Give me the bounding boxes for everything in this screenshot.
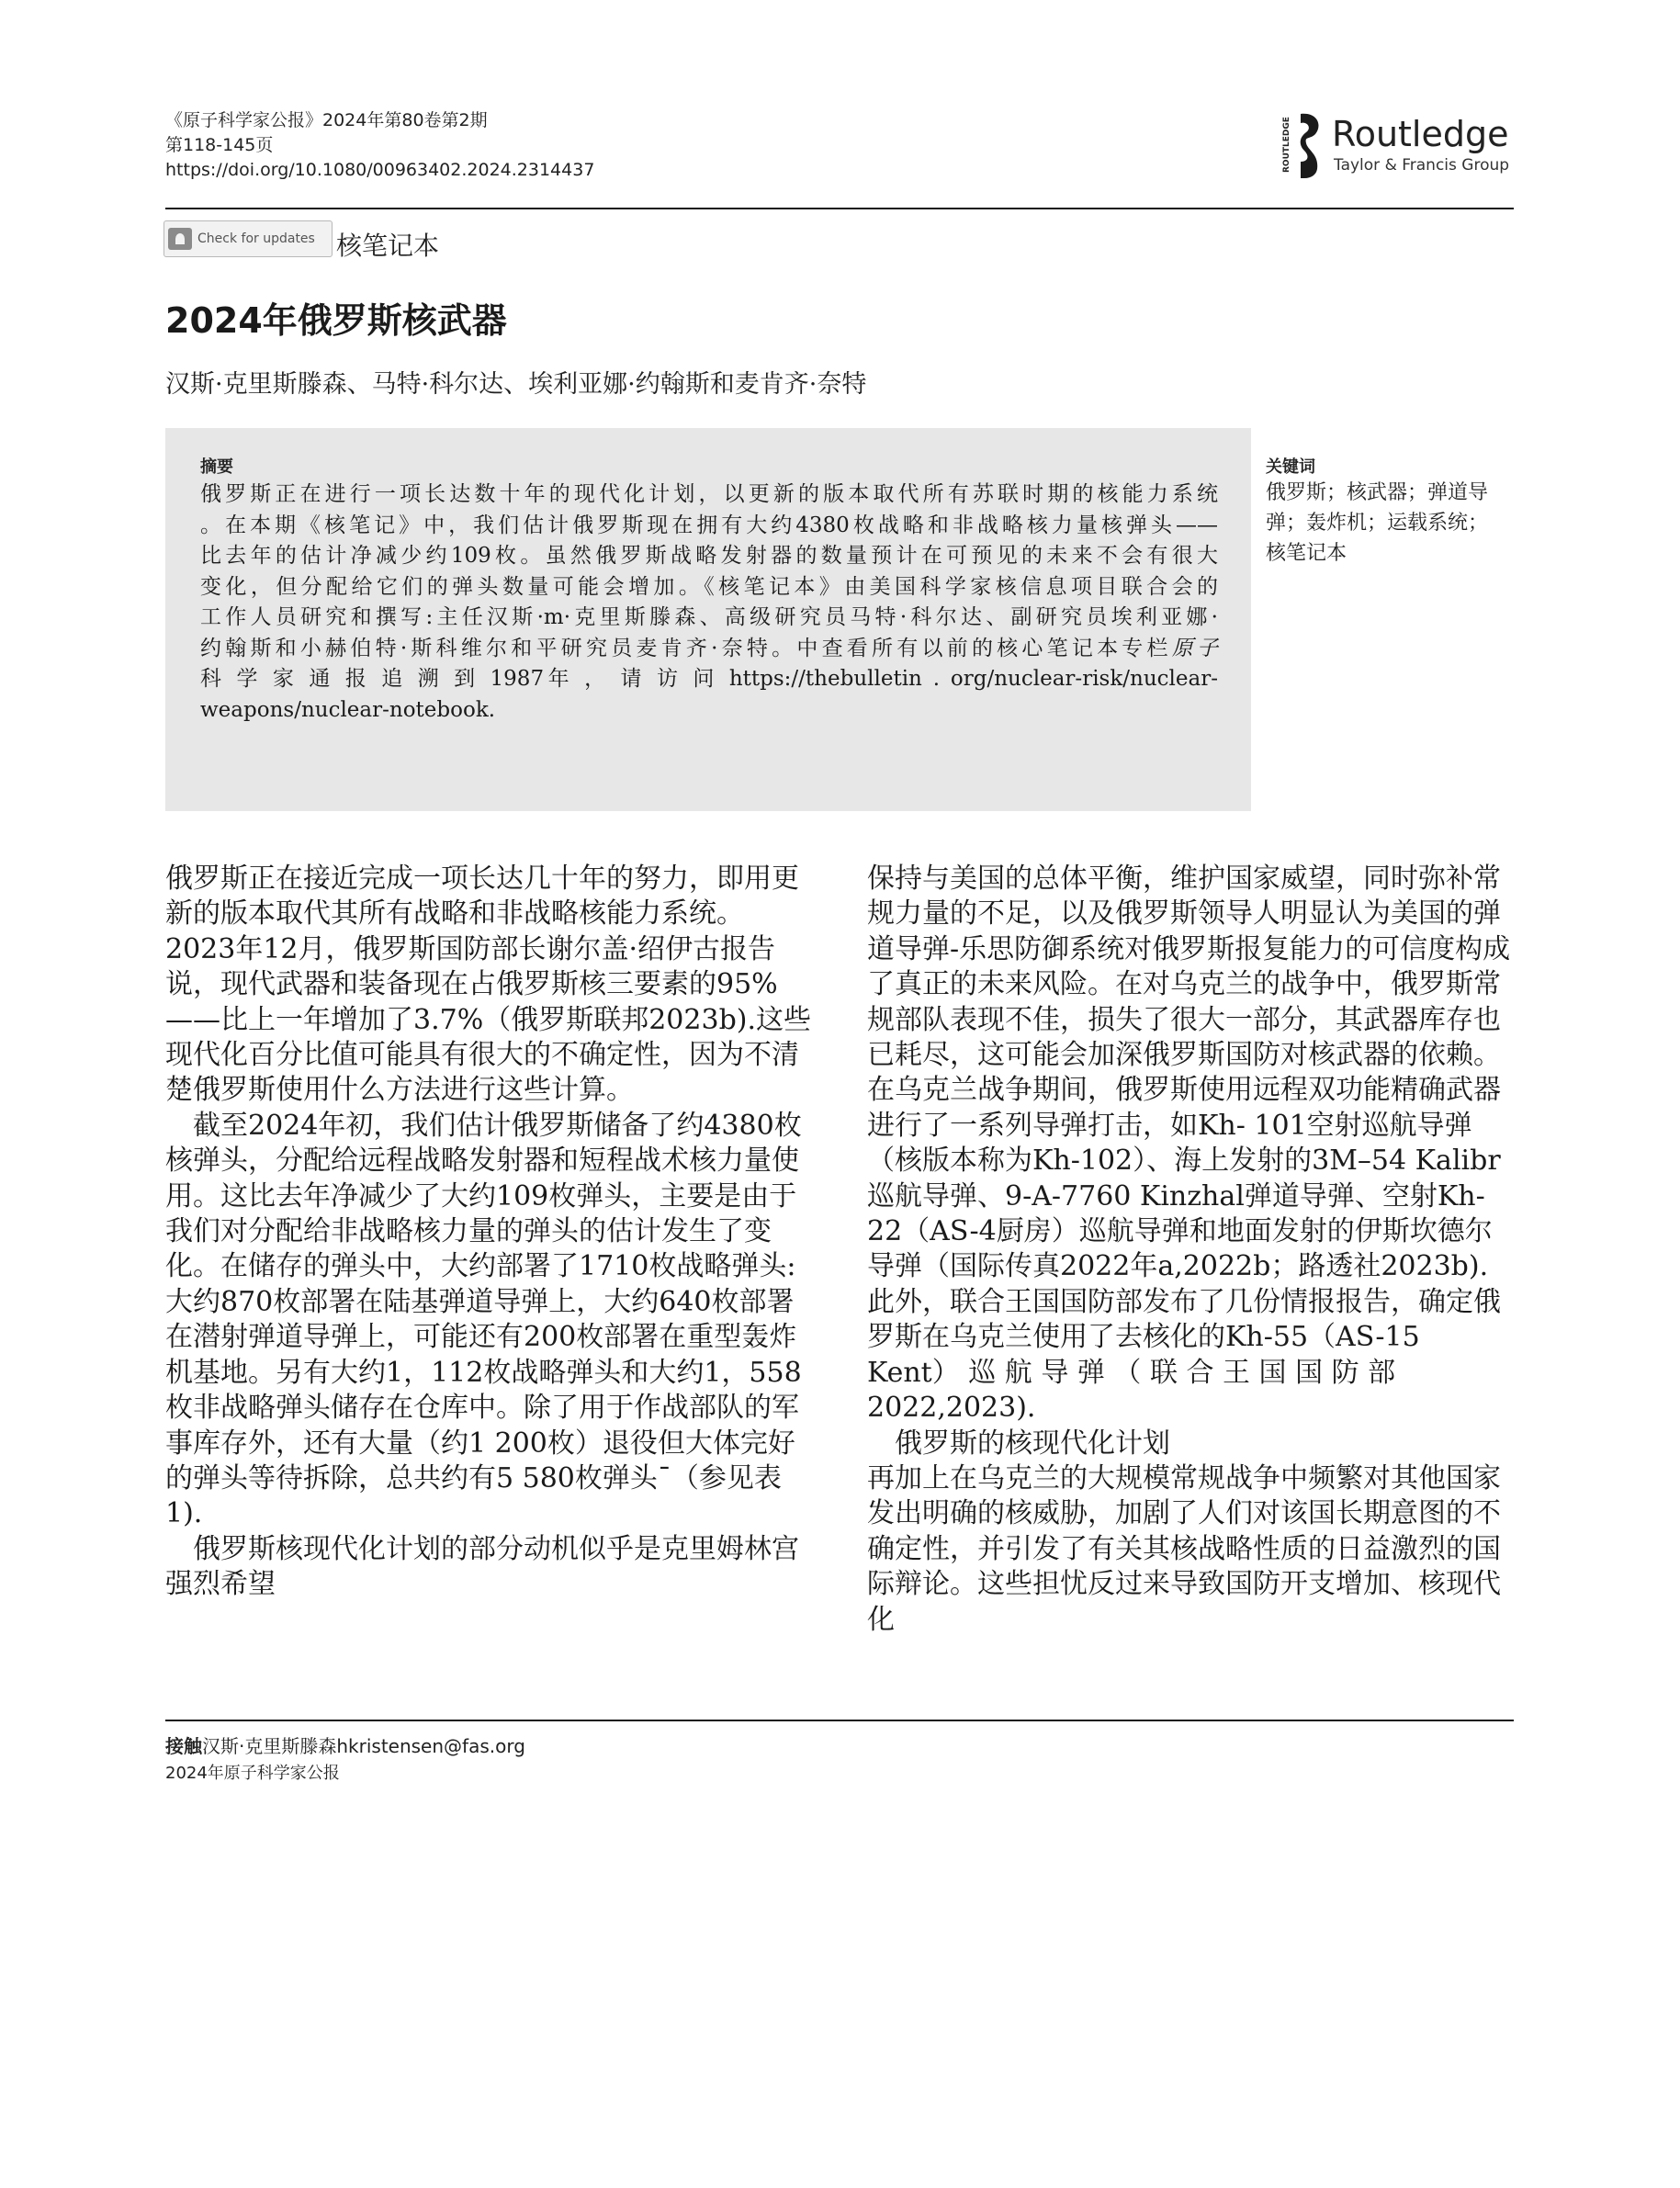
publisher-logo (1277, 108, 1516, 182)
abstract-line: 俄罗斯正在进行一项长达数十年的现代化计划，以更新的版本取代所有苏联时期的核能力系统 (200, 482, 1218, 506)
left-column (165, 862, 817, 1603)
page-range: 第118-145页 (165, 135, 274, 155)
author-list: 汉斯·克里斯滕森、马特·科尔达、埃利亚娜·约翰斯和麦肯齐·奈特 (165, 370, 867, 399)
right-column (867, 862, 1516, 1638)
abstract-line-url[interactable]: 科 学 家 通 报 追 溯 到 1987年 ， 请 访 问 https://thebulletin . org/nuclear-risk/nuclear- (200, 667, 1218, 691)
check-for-updates-button[interactable] (163, 220, 333, 257)
abstract-line-text: 约翰斯和小赫伯特·斯科维尔和平研究员麦肯齐·奈特。中查看所有以前的核心笔记本专栏 (200, 636, 1172, 660)
check-for-updates-label: Check for updates (197, 231, 315, 246)
abstract-text (200, 479, 1218, 726)
publisher-subtitle: Taylor & Francis Group (1334, 156, 1510, 175)
copyright-line: 2024年原子科学家公报 (165, 1764, 340, 1783)
body-paragraph: 俄罗斯核现代化计划的部分动机似乎是克里姆林宫强烈希望 (165, 1532, 799, 1601)
body-paragraph: 再加上在乌克兰的大规模常规战争中频繁对其他国家发出明确的核威胁，加剧了人们对该国长期意图的不确定性，并引发了有关其核战略性质的日益激烈的国际辩论。这些担忧反过来导致国防开支增加、核现代化 (867, 1461, 1501, 1636)
abstract-heading: 摘要 (200, 457, 233, 477)
body-paragraph: 截至2024年初，我们估计俄罗斯储备了约4380枚核弹头，分配给远程战略发射器和短程战术核力量使用。这比去年净减少了大约109枚弹头，主要是由于我们对分配给非战略核力量的弹头的估计发生了变化。在储存的弹头中，大约部署了1710枚战略弹头:大约870枚部署在陆基弹道导弹上，大约640枚部署在潜射弹道导弹上，可能还有200枚部署在重型轰炸机基地。另有大约1，112枚战略弹头和大约1，558枚非战略弹头储存在仓库中。除了用于作战部队的军事库存外，还有大量（约1 200枚）退役但大体完好的弹头等待拆除，总共约有5 580枚弹头¯（参见表1). (165, 1109, 802, 1530)
keywords-list: 俄罗斯；核武器；弹道导弹；轰炸机；运载系统；核笔记本 (1266, 481, 1489, 565)
journal-citation: 《原子科学家公报》2024年第80卷第2期 (165, 110, 488, 130)
bookmark-icon (168, 228, 192, 250)
abstract-line: 。在本期《核笔记》中，我们估计俄罗斯现在拥有大约4380枚战略和非战略核力量核弹头—— (200, 513, 1218, 537)
doi-link[interactable]: https://doi.org/10.1080/00963402.2024.2314437 (165, 160, 595, 180)
contact-email[interactable]: 汉斯·克里斯滕森hkristensen@fas.org (202, 1735, 525, 1757)
abstract-line: 变化，但分配给它们的弹头数量可能会增加。《核笔记本》由美国科学家核信息项目联合会的 (200, 574, 1218, 599)
footer-divider (165, 1720, 1514, 1721)
routledge-logo-icon (1277, 108, 1328, 180)
keywords-heading: 关键词 (1266, 457, 1315, 477)
abstract-line (200, 634, 1218, 665)
body-paragraph: 保持与美国的总体平衡，维护国家威望，同时弥补常规力量的不足，以及俄罗斯领导人明显认为美国的弹道导弹-乐思防御系统对俄罗斯报复能力的可信度构成了真正的未来风险。在对乌克兰的战争中，俄罗斯常规部队表现不佳，损失了很大一部分，其武器库存也已耗尽，这可能会加深俄罗斯国防对核武器的依赖。在乌克兰战争期间，俄罗斯使用远程双功能精确武器进行了一系列导弹打击，如Kh- 101空射巡航导弹（核版本称为Kh-102）、海上发射的3M–54 Kalibr巡航导弹、9-A-7760 Kinzhal弹道导弹、空射Kh-22（AS-4厨房）巡航导弹和地面发射的伊斯坎德尔导弹（国际传真2022年a,2022b；路透社2023b).此外，联合王国国防部发布了几份情报报告，确定俄罗斯在乌克兰使用了去核化的Kh-55（AS-15 Kent） 巡 航 导 弹 （ 联 合 王 国 国 防 部 2022,2023). (867, 863, 1511, 1425)
section-subheading: 俄罗斯的核现代化计划 (895, 1427, 1170, 1460)
contact-label: 接触 (165, 1735, 202, 1757)
header-divider (165, 208, 1514, 209)
journal-name-italic: 原子 (1171, 636, 1219, 660)
journal-info (165, 108, 594, 183)
abstract-line: 工作人员研究和撰写:主任汉斯·m·克里斯滕森、高级研究员马特·科尔达、副研究员埃利亚娜· (200, 605, 1218, 629)
svg-text:ROUTLEDGE: ROUTLEDGE (1282, 117, 1291, 173)
abstract-line: 比去年的估计净减少约109枚。虽然俄罗斯战略发射器的数量预计在可预见的未来不会有很大 (200, 544, 1218, 568)
abstract-line-url-end[interactable]: weapons/nuclear-notebook. (200, 697, 496, 722)
section-label: 核笔记本 (336, 231, 440, 261)
article-title: 2024年俄罗斯核武器 (165, 300, 507, 341)
body-paragraph: 俄罗斯正在接近完成一项长达几十年的努力，即用更新的版本取代其所有战略和非战略核能力系统。 (165, 863, 799, 930)
publisher-name: Routledge (1332, 114, 1509, 154)
body-paragraph: 2023年12月，俄罗斯国防部长谢尔盖·绍伊古报告说，现代武器和装备现在占俄罗斯核三要素的95%——比上一年增加了3.7%（俄罗斯联邦2023b).这些现代化百分比值可能具有很大的不确定性，因为不清楚俄罗斯使用什么方法进行这些计算。 (165, 932, 812, 1107)
contact-line (165, 1731, 525, 1758)
